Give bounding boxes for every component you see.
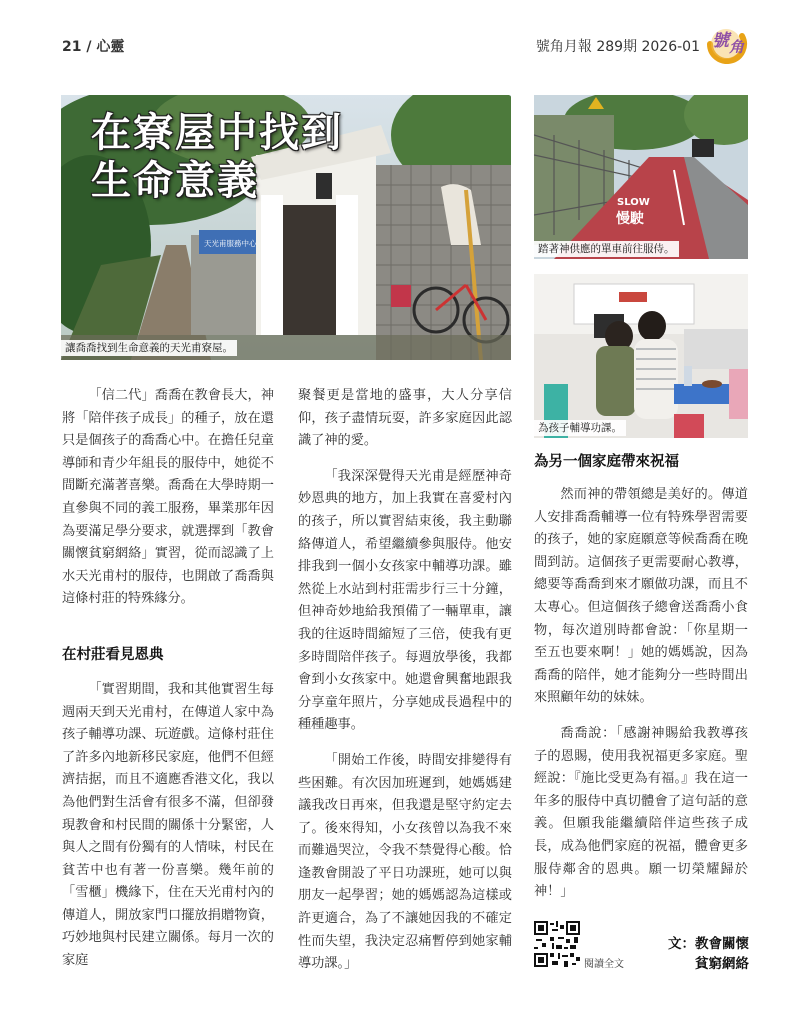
svg-text:號: 號 <box>712 31 729 51</box>
page-number-section: 21 / 心靈 <box>62 39 125 55</box>
article-column-2 <box>298 385 512 976</box>
byline-line-1: 文：教會關懷 <box>668 936 749 952</box>
road-marking-slow: SLOW <box>617 197 650 208</box>
bike-photo-caption: 踏著神供應的單車前往服侍。 <box>534 241 679 257</box>
paragraph-internship: 「實習期間，我和其他實習生每週兩天到天光甫村，在傳道人家中為孩子輔導功課、玩遊戲。這條村莊住了許多內地新移民家庭，他們不但經濟拮据，而且不適應香港文化，我以為他們對生活會有很多不滿，但卻發現教會和村民間的關係十分緊密，人與人之間有份獨有的人情味，村民在貧苦中也有著一份喜樂。幾年前的「雪櫃」機緣下，住在天光甫村內的傳道人，開放家門口擺放捐贈物資，巧妙地與村民建立關係。每月一次的家庭 <box>62 681 274 969</box>
paragraph-bicycle: 「我深深覺得天光甫是經歷神奇妙恩典的地方，加上我實在喜愛村內的孩子，所以實習結束後，我主動聯絡傳道人，希望繼續參與服侍。他安排我到一個小女孩家中輔導功課。雖然從上水站到村莊需步行三十分鐘，但神奇妙地給我預備了一輛單車，讓我的往返時間縮短了三倍，使我有更多時間陪伴孩子。每週放學後，我都會到小女孩家中。她還會興奮地跟我分享童年照片，分享她成長過程中的種種趣事。 <box>298 468 512 733</box>
road-marking-slow-zh: 慢駛 <box>616 211 644 227</box>
section-heading-blessing: 為另一個家庭帶來祝福 <box>534 454 679 470</box>
paragraph-work-change: 「開始工作後，時間安排變得有些困難。有次因加班遲到，她媽媽建議我改日再來，但我還是堅守約定去了。後來得知，小女孩曾以為我不來而難過哭泣，令我不禁覺得心酸。恰逢教會開設了平日功課班，她可以與朋友一起學習；她的媽媽認為這樣或許更適合，為了不讓她因我的不確定性而失望，我決定忍痛暫停到她家輔導功課。」 <box>298 752 512 972</box>
paragraph-intro: 「信二代」喬喬在教會長大，神將「陪伴孩子成長」的種子，放在還只是個孩子的喬喬心中。在擔任兒童導師和青少年組長的服侍中，她從不間斷充滿著喜樂。喬喬在大學時期一直參與不同的義工服務，畢業那年因為要滿足學分要求，就選擇到「教會關懷貧窮網絡」實習，從而認識了上水天光甫村的服侍，也開啟了喬喬與這條村莊的特殊緣分。 <box>62 388 274 607</box>
paragraph-testimony: 喬喬說：「感謝神賜給我教導孩子的恩賜，使用我祝福更多家庭。聖經說：『施比受更為有福。』我在這一年多的服侍中真切體會了這句話的意義。但願我能繼續陪伴這些孩子成長，成為他們家庭的祝福，體會更多服侍鄰舍的恩典。願一切榮耀歸於神！」 <box>534 725 748 900</box>
photo-tutoring <box>534 274 748 438</box>
qr-code[interactable] <box>534 921 580 967</box>
author-byline <box>668 934 749 974</box>
hero-photo-squatter-house <box>61 95 511 360</box>
article-column-3 <box>534 452 748 904</box>
article-title <box>91 109 343 205</box>
tutoring-photo-caption: 為孩子輔導功課。 <box>534 420 626 436</box>
paragraph-new-family: 然而神的帶領總是美好的。傳道人安排喬喬輔導一位有特殊學習需要的孩子，她的家庭願意等候喬喬在晚間到訪。這個孩子更需要耐心教導，總要等喬喬到來才願做功課，而且不太專心。但這個孩子總會送喬喬小食物，每次道別時都會說：「你星期一至五也要來啊！」她的媽媽說，因為喬喬的陪伴，她才能夠分一些時間出來照顧年幼的妹妹。 <box>534 487 748 706</box>
photo-bike-lane <box>534 95 748 259</box>
publication-issue: 號角月報 289期 2026-01 <box>535 39 700 55</box>
article-title-line-1: 在寮屋中找到 <box>91 110 343 156</box>
svg-text:角: 角 <box>729 38 745 56</box>
read-full-label: 閱讀全文 <box>584 959 624 970</box>
hero-photo-caption: 讓喬喬找到生命意義的天光甫寮屋。 <box>61 340 237 356</box>
magazine-logo <box>702 22 750 64</box>
article-title-line-2: 生命意義 <box>91 158 259 204</box>
sign-text: 天光甫服務中心 <box>204 239 257 248</box>
paragraph-family-meals: 聚餐更是當地的盛事，大人分享信仰，孩子盡情玩耍，許多家庭因此認識了神的愛。 <box>298 388 512 449</box>
section-heading-grace: 在村莊看見恩典 <box>62 646 164 663</box>
article-column-1 <box>62 385 274 973</box>
byline-line-2: 貧窮網絡 <box>695 956 749 972</box>
